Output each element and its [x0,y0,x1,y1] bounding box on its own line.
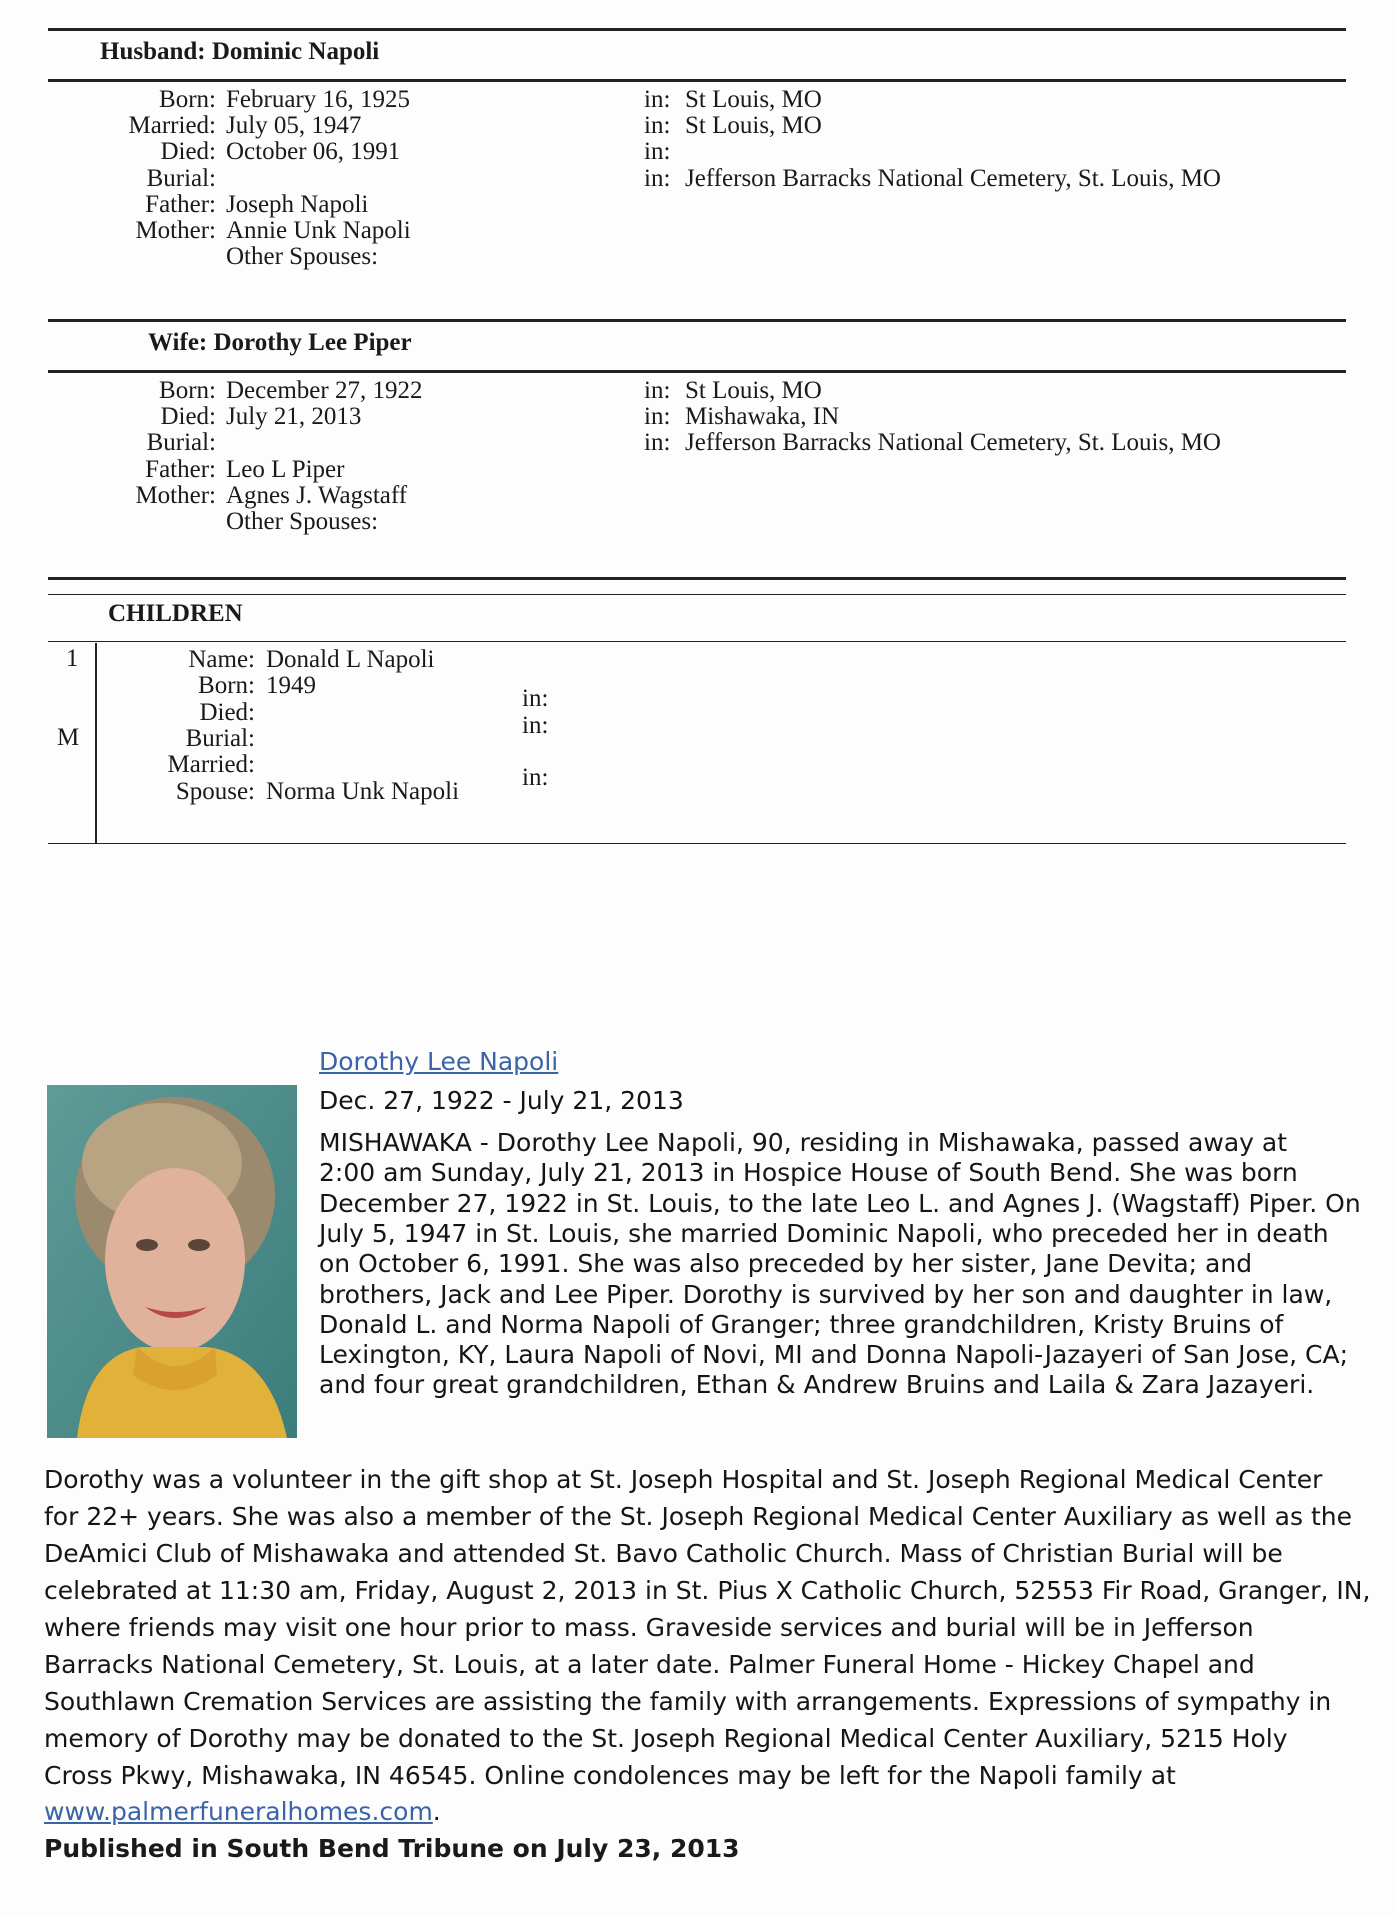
rule-children-bottom [48,843,1346,844]
obituary-paragraph-line: and four great grandchildren, Ethan & Andrew Bruins and Laila & Zara Jazayeri. [319,1370,1315,1400]
wife-row-in: in: [644,403,671,431]
wife-row-in: in: [644,429,671,457]
rule-husband-under [48,79,1346,82]
child-row-label: Died: [199,698,255,726]
wife-row-label: Born: [159,377,216,404]
obituary-paragraph-line: for 22+ years. She was also a member of the St. Joseph Regional Medical Center Auxiliary as well as the [44,1502,1352,1531]
wife-label: Wife: [148,329,208,356]
husband-row-label: Father: [145,190,216,218]
husband-row-in: in: [644,112,671,140]
obituary-paragraph-line: Southlawn Cremation Services are assisting the family with arrangements. Expressions of sympathy in [44,1687,1332,1716]
obituary-paragraph-line: Dorothy was a volunteer in the gift shop at St. Joseph Hospital and St. Joseph Regional Medical Center [44,1465,1323,1494]
obituary-paragraph-line: Cross Pkwy, Mishawaka, IN 46545. Online condolences may be left for the Napoli family at [44,1761,1176,1790]
wife-row-label: Mother: [135,481,216,509]
link-suffix: . [432,1797,441,1826]
wife-header [148,329,412,357]
child-row-value: Norma Unk Napoli [266,777,460,805]
husband-name: Dominic Napoli [211,38,380,65]
children-header: CHILDREN [108,600,243,627]
wife-row-label: Father: [145,455,216,483]
obituary-dates: Dec. 27, 1922 - July 21, 2013 [319,1086,684,1115]
rule-children-over2 [48,594,1346,595]
husband-row-label: Died: [160,138,216,166]
wife-row-value: July 21, 2013 [226,403,362,431]
wife-row-label: Died: [160,403,216,431]
husband-row-label: Burial: [146,164,216,192]
obituary-paragraph-line: brothers, Jack and Lee Piper. Dorothy is survived by her son and daughter in law, [319,1279,1333,1309]
wife-row-label: Burial: [146,429,216,457]
obituary-paragraph-line: 2:00 am Sunday, July 21, 2013 in Hospice House of South Bend. She was born [319,1158,1298,1188]
child-row-label: Name: [188,646,255,673]
child-row-in: in: [522,685,549,713]
obituary-paragraph-line: Lexington, KY, Laura Napoli of Novi, MI and Donna Napoli-Jazayeri of San Jose, CA; [319,1340,1349,1370]
children-divider [95,643,97,843]
rule-children-over1 [48,577,1346,580]
husband-label: Husband: [100,38,206,65]
obituary-paragraph-line: where friends may visit one hour prior to mass. Graveside services and burial will be in Jefferson [44,1613,1254,1642]
wife-row-place: Jefferson Barracks National Cemetery, St. Louis, MO [685,429,1221,457]
husband-row-value: October 06, 1991 [226,138,401,166]
published-note: Published in South Bend Tribune on July 23, 2013 [44,1834,740,1863]
obituary-paragraph-line: MISHAWAKA - Dorothy Lee Napoli, 90, residing in Mishawaka, passed away at [319,1128,1288,1157]
obituary-link-line [44,1797,441,1826]
obituary-title[interactable]: Dorothy Lee Napoli [319,1047,559,1076]
child-row-value: 1949 [266,672,316,700]
wife-row-value: Leo L Piper [226,455,345,483]
obituary-paragraph-line: celebrated at 11:30 am, Friday, August 2, 2013 in St. Pius X Catholic Church, 52553 Fir Road, Granger, IN, [44,1576,1371,1605]
husband-row-value: Joseph Napoli [226,190,369,218]
rule-children-under [48,641,1346,642]
obituary-paragraph-line: on October 6, 1991. She was also preceded by her sister, Jane Devita; and [319,1249,1253,1279]
rule-wife-over [48,319,1346,322]
child-row-label: Married: [167,751,255,779]
husband-row-value: Other Spouses: [226,243,379,271]
wife-name: Dorothy Lee Piper [213,329,412,356]
obituary-paragraph-line: July 5, 1947 in St. Louis, she married Dominic Napoli, who preceded her in death [319,1218,1329,1248]
husband-row-label: Married: [128,112,216,140]
husband-row-in: in: [644,86,671,113]
child-row-value: Donald L Napoli [266,646,435,673]
funeral-home-link[interactable]: www.palmerfuneralhomes.com [44,1797,433,1826]
husband-row-place: St Louis, MO [685,112,822,140]
husband-row-value: July 05, 1947 [226,112,362,140]
husband-row-place: Jefferson Barracks National Cemetery, St. Louis, MO [685,164,1221,192]
wife-row-value: Agnes J. Wagstaff [226,481,408,509]
husband-row-in: in: [644,138,671,166]
husband-row-in: in: [644,164,671,192]
obituary-paragraph-line: December 27, 1922 in St. Louis, to the late Leo L. and Agnes J. (Wagstaff) Piper. On [319,1188,1361,1218]
wife-row-value: December 27, 1922 [226,377,423,404]
child-row-label: Burial: [185,724,255,752]
obituary-paragraph-line: Donald L. and Norma Napoli of Granger; three grandchildren, Kristy Bruins of [319,1309,1284,1339]
obituary-paragraph-line: DeAmici Club of Mishawaka and attended St. Bavo Catholic Church. Mass of Christian Burial will be [44,1539,1283,1568]
husband-row-label: Mother: [135,217,216,244]
wife-row-value: Other Spouses: [226,508,379,535]
obituary-paragraph-line: Barracks National Cemetery, St. Louis, at a later date. Palmer Funeral Home - Hickey Chapel and [44,1650,1255,1679]
wife-row-place: Mishawaka, IN [685,403,840,431]
child-number: 1 [66,645,79,672]
child-row-label: Born: [198,672,255,700]
husband-row-place: St Louis, MO [685,86,822,113]
portrait-image [47,1085,297,1438]
child-row-in: in: [522,711,549,739]
husband-row-label: Born: [159,86,216,113]
child-sex: M [57,724,80,751]
husband-row-value: February 16, 1925 [226,86,410,113]
wife-row-place: St Louis, MO [685,377,822,404]
child-row-label: Spouse: [175,777,255,805]
wife-row-in: in: [644,377,671,404]
child-row-in: in: [522,764,549,792]
portrait-photo [47,1085,297,1438]
rule-wife-under [48,370,1346,373]
obituary-paragraph-line: memory of Dorothy may be donated to the St. Joseph Regional Medical Center Auxiliary, 5215 Holy [44,1724,1288,1753]
husband-header [100,38,379,66]
husband-row-value: Annie Unk Napoli [226,217,411,244]
rule-top [48,28,1346,31]
